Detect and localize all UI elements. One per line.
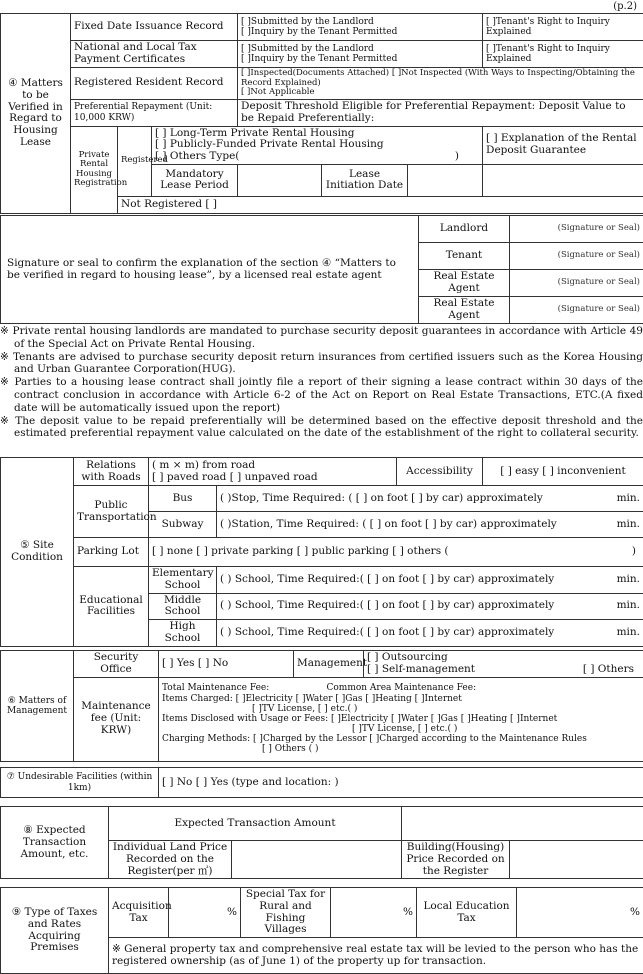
section-6-title: ⑥ Matters of Management bbox=[1, 651, 74, 762]
fixed-date-options bbox=[238, 14, 483, 41]
bus-label: Bus bbox=[149, 486, 217, 512]
parking-label: Parking Lot bbox=[74, 538, 149, 567]
private-rental-label: Private Rental Housing Registration bbox=[71, 126, 118, 213]
resident-options bbox=[238, 68, 643, 100]
fixed-date-opt2[interactable]: [ ]Inquiry by the Tenant Permitted bbox=[241, 27, 479, 37]
elementary-value[interactable]: ( ) School, Time Required:( [ ] on foot [ ] by car) approximately min. bbox=[217, 567, 643, 594]
section-4-title: ④ Matters to be Verified in Regard to Housing Lease bbox=[1, 14, 71, 214]
guarantee-option[interactable]: [ ] Explanation of the Rental Deposit Guarantee bbox=[483, 126, 643, 164]
roads-label: Relations with Roads bbox=[74, 458, 149, 486]
notes-block bbox=[0, 325, 643, 440]
roads-value[interactable]: ( m × m) from road [ ] paved road [ ] unpaved road bbox=[149, 458, 397, 486]
building-price-value[interactable] bbox=[510, 841, 643, 879]
building-price-label: Building(Housing) Price Recorded on the Register bbox=[402, 841, 510, 879]
middle-value[interactable]: ( ) School, Time Required:( [ ] on foot [ ] by car) approximately min. bbox=[217, 593, 643, 620]
note-item: ※ Private rental housing landlords are mandated to purchase security deposit guarantees in accordance with Article 49 of the Special Act on Private Rental Housing. bbox=[0, 325, 643, 351]
local-edu-tax-label: Local Education Tax bbox=[417, 888, 517, 938]
parking-value[interactable]: [ ] none [ ] private parking [ ] public parking [ ] others ( ) bbox=[149, 538, 643, 567]
tax-opt2[interactable]: [ ]Inquiry by the Tenant Permitted bbox=[241, 54, 479, 64]
accessibility-label: Accessibility bbox=[397, 458, 483, 486]
initiation-date-label: Lease Initiation Date bbox=[322, 164, 408, 196]
resident-opt3[interactable]: [ ]Not Applicable bbox=[241, 88, 640, 98]
mandatory-period-value[interactable] bbox=[238, 164, 322, 196]
subway-value[interactable]: ( )Station, Time Required: ( [ ] on foot [ ] by car) approximately min. bbox=[217, 512, 643, 538]
elementary-label: Elementary School bbox=[149, 567, 217, 594]
sign-field-landlord[interactable]: (Signature or Seal) bbox=[510, 216, 643, 243]
sign-field-agent-1[interactable]: (Signature or Seal) bbox=[510, 270, 643, 297]
section-8-table bbox=[0, 806, 643, 879]
sign-role-landlord: Landlord bbox=[419, 216, 510, 243]
maintenance-fee-value[interactable]: Total Maintenance Fee: Common Area Maintenance Fee: Items Charged: [ ]Electricity [ ]Water [ ]Gas [ ]Heating [ ]Internet [ ]TV License, [ ] etc.( ) Items Disclosed with Usage or Fees: [ ]Electricity [ ]Water [ ]Gas [ ]Heating [ ]Internet [ ]TV License, [ ] etc.( ) Charging Methods: [ ]Charged by the Lessor [ ]Charged according to the Maintenance Rules [ ] Others ( ) bbox=[159, 677, 643, 761]
section-8-title: ⑧ Expected Transaction Amount, etc. bbox=[1, 807, 109, 879]
type-others[interactable]: [ ] Others Type( ) bbox=[155, 151, 479, 163]
public-transport-label: Public Transportation bbox=[74, 486, 149, 538]
signature-table bbox=[0, 215, 643, 324]
sign-role-tenant: Tenant bbox=[419, 243, 510, 270]
type-long-term[interactable]: [ ] Long-Term Private Rental Housing bbox=[155, 128, 479, 140]
tax-options bbox=[238, 41, 483, 68]
preferential-value[interactable]: Deposit Threshold Eligible for Preferential Repayment: Deposit Value to be Repaid Preferentially: bbox=[238, 99, 643, 126]
fixed-date-opt1[interactable]: [ ]Submitted by the Landlord bbox=[241, 17, 479, 27]
accessibility-value[interactable]: [ ] easy [ ] inconvenient bbox=[483, 458, 643, 486]
acquisition-tax-value[interactable]: % bbox=[169, 888, 241, 938]
section-5-title: ⑤ Site Condition bbox=[1, 458, 74, 647]
maintenance-fee-label: Maintenance fee (Unit: KRW) bbox=[74, 677, 159, 761]
section-7-title: ⑦ Undesirable Facilities (within 1km) bbox=[1, 768, 159, 798]
special-tax-value[interactable]: % bbox=[331, 888, 417, 938]
resident-label: Registered Resident Record bbox=[71, 68, 238, 100]
security-label: Security Office bbox=[74, 651, 159, 678]
page-number: (p.2) bbox=[613, 1, 637, 12]
not-registered[interactable]: Not Registered [ ] bbox=[118, 196, 643, 213]
special-tax-label: Special Tax for Rural and Fishing Villages bbox=[241, 888, 331, 938]
blank-cell bbox=[483, 164, 643, 196]
note-item: ※ Tenants are advised to purchase security deposit return insurances from certified issuers such as the Korea Housing and Urban Guarantee Corporation(HUG). bbox=[0, 351, 643, 377]
section-6-table bbox=[0, 650, 643, 762]
subway-label: Subway bbox=[149, 512, 217, 538]
type-publicly-funded[interactable]: [ ] Publicly-Funded Private Rental Housing bbox=[155, 139, 479, 151]
local-edu-tax-value[interactable]: % bbox=[517, 888, 643, 938]
section-5-table bbox=[0, 457, 643, 647]
tax-note: ※ General property tax and comprehensive real estate tax will be levied to the person who has the registered ownership (as of June 1) of the property up for transaction. bbox=[109, 938, 643, 974]
note-item: ※ The deposit value to be repaid preferentially will be determined based on the effective deposit threshold and the estimated preferential repayment value calculated on the date of the establishment of the right to collateral security. bbox=[0, 415, 643, 441]
note-item: ※ Parties to a housing lease contract shall jointly file a report of their signing a lease contract within 30 days of the contract conclusion in accordance with Article 6-2 of the Act on Report on Real Estate Transactions, ETC.(A fixed date will be automatically issued upon the report) bbox=[0, 376, 643, 414]
education-label: Educational Facilities bbox=[74, 567, 149, 647]
fixed-date-right[interactable]: [ ]Tenant's Right to Inquiry Explained bbox=[483, 14, 643, 41]
resident-opt2[interactable]: [ ]Not Inspected (With Ways to Inspecting/Obtaining the Record Explained) bbox=[241, 68, 635, 88]
tax-right[interactable]: [ ]Tenant's Right to Inquiry Explained bbox=[483, 41, 643, 68]
management-value[interactable]: [ ] Outsourcing [ ] Self-management [ ] Others bbox=[364, 651, 643, 678]
undesirable-value[interactable]: [ ] No [ ] Yes (type and location: ) bbox=[159, 768, 643, 798]
mandatory-period-label: Mandatory Lease Period bbox=[152, 164, 238, 196]
section-7-table bbox=[0, 767, 643, 798]
expected-amount-label: Expected Transaction Amount bbox=[109, 807, 402, 841]
high-label: High School bbox=[149, 620, 217, 647]
bus-value[interactable]: ( )Stop, Time Required: ( [ ] on foot [ ] by car) approximately min. bbox=[217, 486, 643, 512]
expected-amount-value[interactable] bbox=[402, 807, 643, 841]
fixed-date-label: Fixed Date Issuance Record bbox=[71, 14, 238, 41]
land-price-label: Individual Land Price Recorded on the Register(per ㎡) bbox=[109, 841, 232, 879]
sign-field-agent-2[interactable]: (Signature or Seal) bbox=[510, 297, 643, 324]
management-label: Management bbox=[294, 651, 364, 678]
security-value[interactable]: [ ] Yes [ ] No bbox=[159, 651, 294, 678]
initiation-date-value[interactable] bbox=[408, 164, 483, 196]
middle-label: Middle School bbox=[149, 593, 217, 620]
land-price-value[interactable] bbox=[232, 841, 402, 879]
acquisition-tax-label: Acquisition Tax bbox=[109, 888, 169, 938]
section-9-title: ⑨ Type of Taxes and Rates Acquiring Premises bbox=[1, 888, 109, 974]
tax-label: National and Local Tax Payment Certificates bbox=[71, 41, 238, 68]
section-4-table bbox=[0, 13, 643, 214]
signature-text: Signature or seal to confirm the explanation of the section ④ “Matters to be verified in regard to housing lease”, by a licensed real estate agent bbox=[1, 216, 419, 324]
resident-opt1[interactable]: [ ]Inspected(Documents Attached) bbox=[241, 68, 389, 78]
private-types bbox=[152, 126, 483, 164]
sign-role-agent-2: Real Estate Agent bbox=[419, 297, 510, 324]
sign-role-agent-1: Real Estate Agent bbox=[419, 270, 510, 297]
tax-opt1[interactable]: [ ]Submitted by the Landlord bbox=[241, 44, 479, 54]
high-value[interactable]: ( ) School, Time Required:( [ ] on foot [ ] by car) approximately min. bbox=[217, 620, 643, 647]
preferential-label: Preferential Repayment (Unit: 10,000 KRW) bbox=[71, 99, 238, 126]
sign-field-tenant[interactable]: (Signature or Seal) bbox=[510, 243, 643, 270]
registered-label: Registered bbox=[118, 126, 152, 196]
